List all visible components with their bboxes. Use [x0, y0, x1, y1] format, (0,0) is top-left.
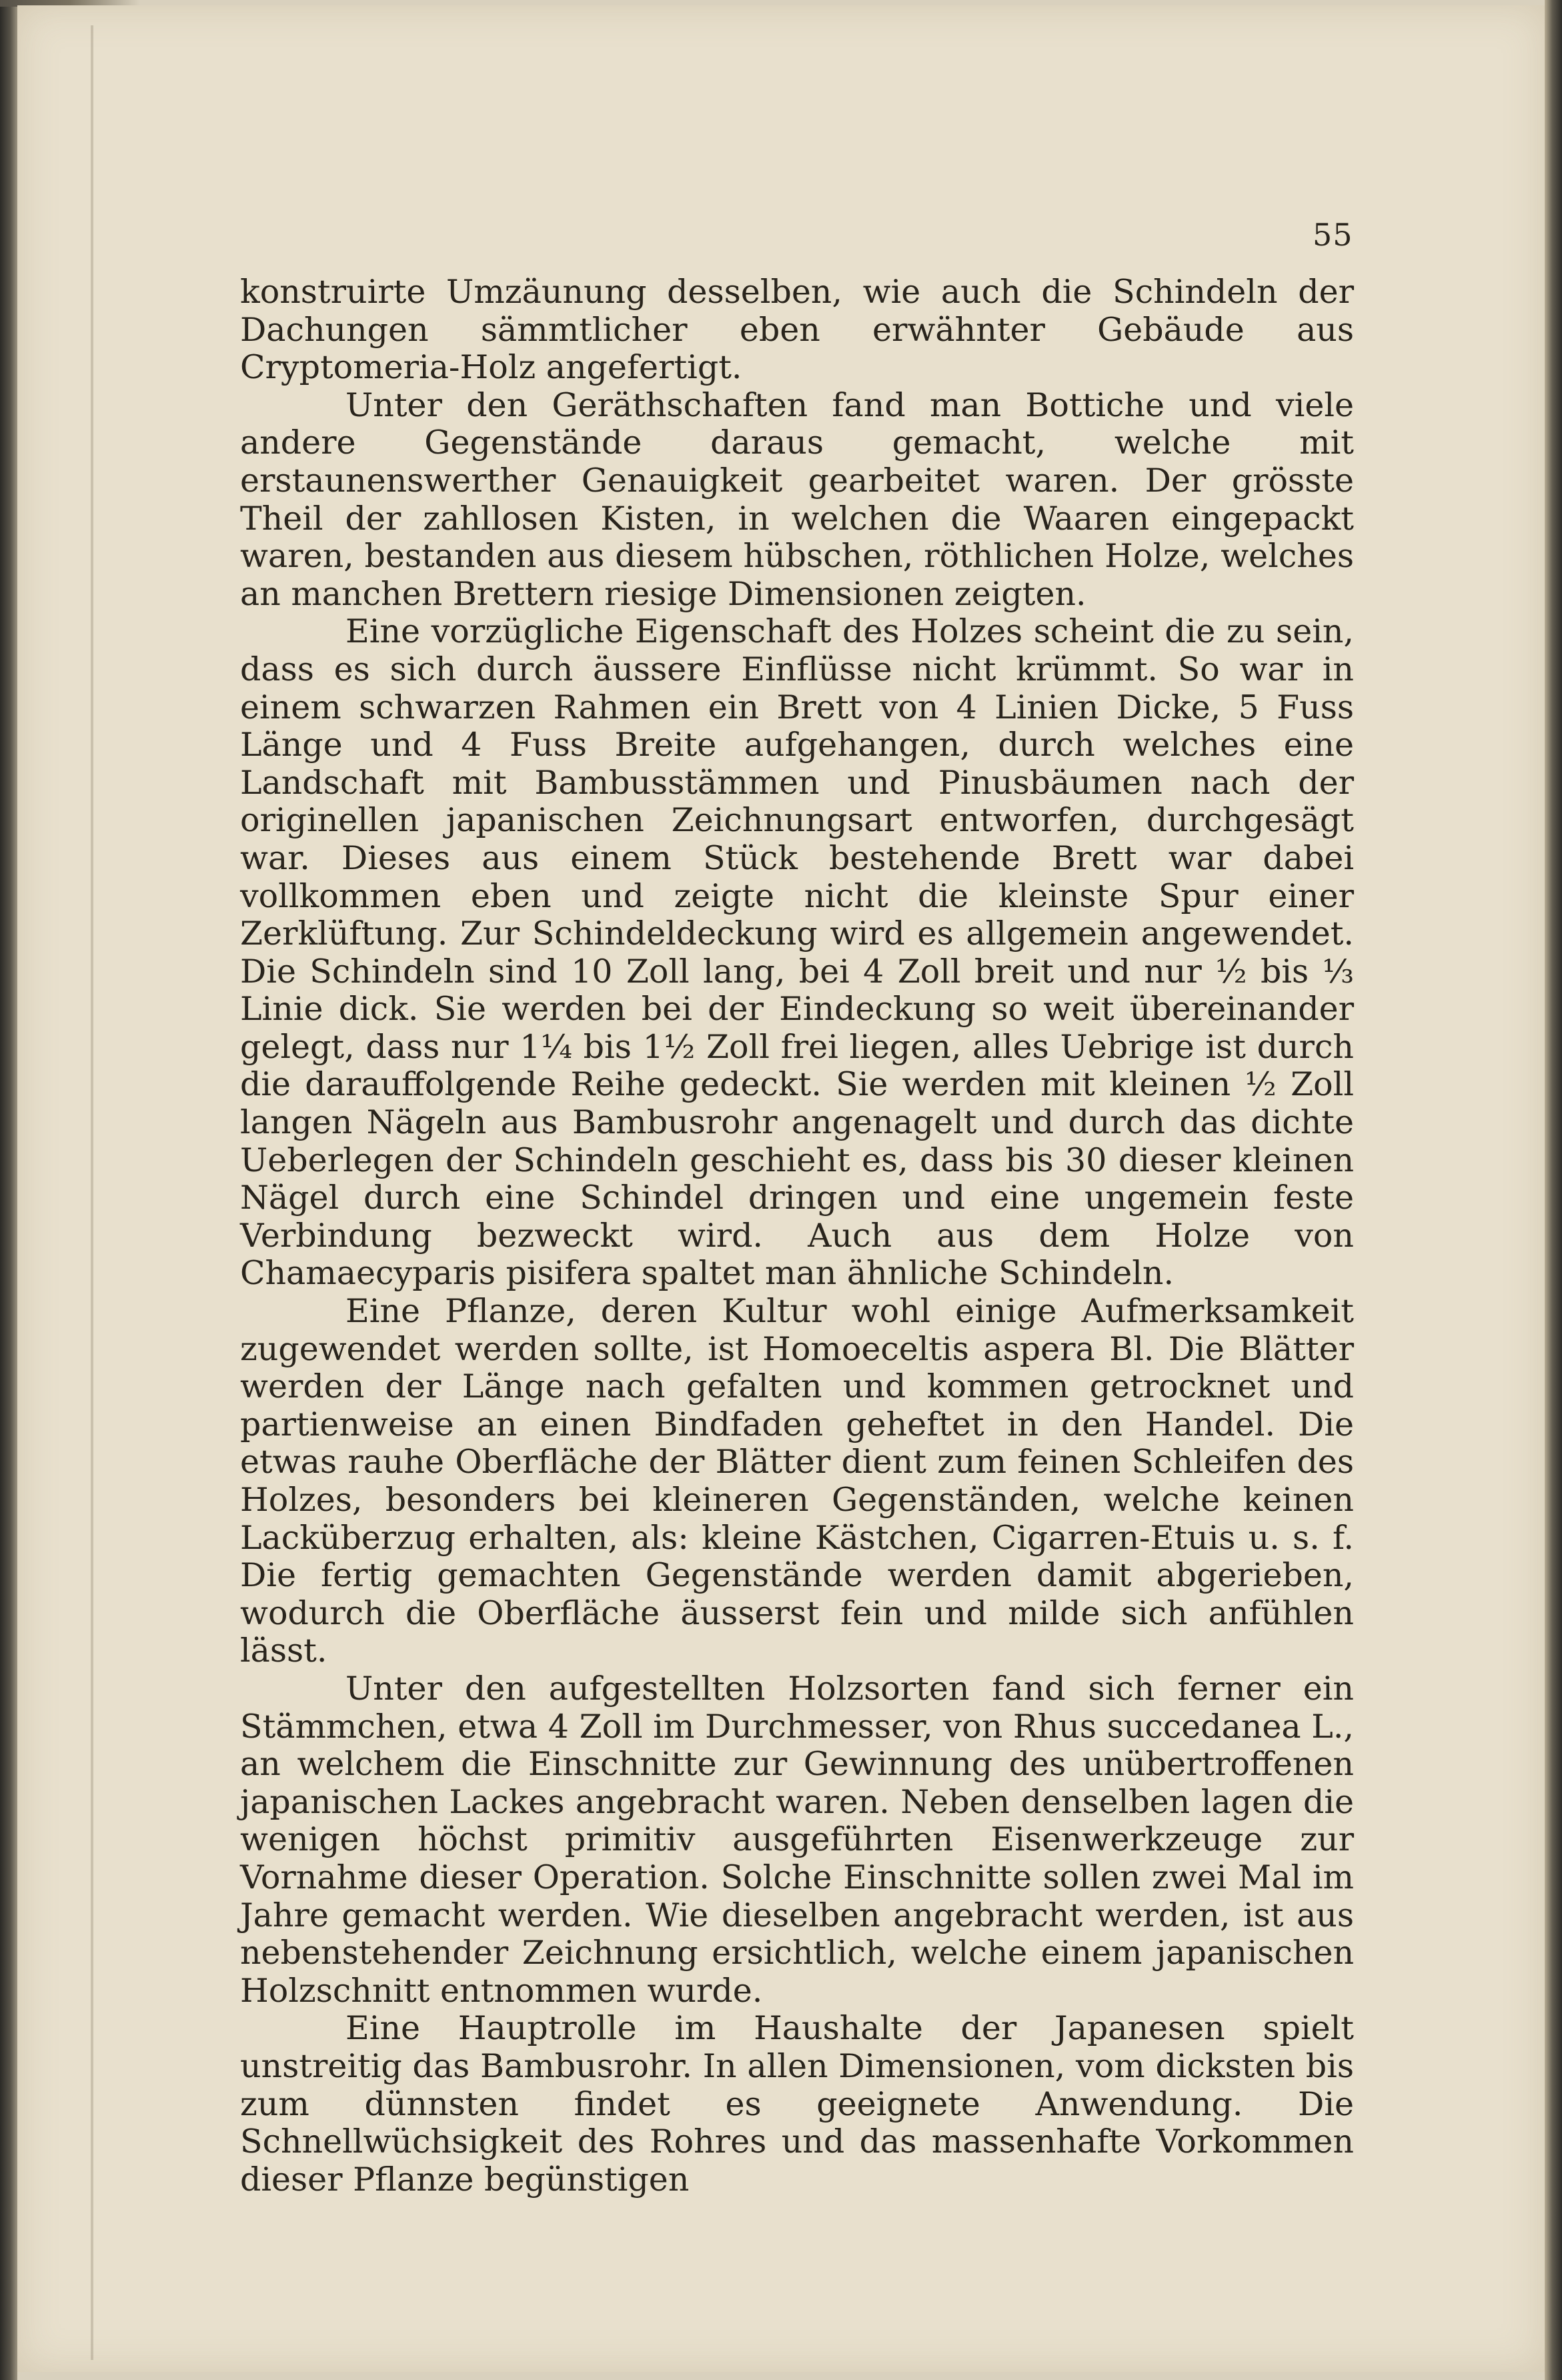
body-text [240, 273, 1354, 2199]
page-number: 55 [1313, 217, 1353, 253]
book-right-edge [1545, 0, 1562, 2380]
paragraph-5: Unter den aufgestellten Holzsorten fand sich ferner ein Stämmchen, etwa 4 Zoll im Durchmesser, von Rhus succedanea L., an welchem die Einschnitte zur Gewinnung des unübertroffenen japanischen Lackes angebracht waren. Neben denselben lagen die wenigen höchst primitiv ausgeführten Eisenwerkzeuge zur Vornahme dieser Operation. Solche Einschnitte sollen zwei Mal im Jahre gemacht werden. Wie dieselben angebracht werden, ist aus nebenstehender Zeichnung ersichtlich, welche einem japanischen Holzschnitt entnommen wurde. [240, 1669, 1354, 2010]
paragraph-3: Eine vorzügliche Eigenschaft des Holzes scheint die zu sein, dass es sich durch äussere Einflüsse nicht krümmt. So war in einem schwarzen Rahmen ein Brett von 4 Linien Dicke, 5 Fuss Länge und 4 Fuss Breite aufgehangen, durch welches eine Landschaft mit Bambusstämmen und Pinusbäumen nach der originellen japanischen Zeichnungsart entworfen, durchgesägt war. Dieses aus einem Stück bestehende Brett war dabei vollkommen eben und zeigte nicht die kleinste Spur einer Zerklüftung. Zur Schindeldeckung wird es allgemein angewendet. Die Schindeln sind 10 Zoll lang, bei 4 Zoll breit und nur ½ bis ⅓ Linie dick. Sie werden bei der Eindeckung so weit übereinander gelegt, dass nur 1¼ bis 1½ Zoll frei liegen, alles Uebrige ist durch die darauffolgende Reihe gedeckt. Sie werden mit kleinen ½ Zoll langen Nägeln aus Bambusrohr angenagelt und durch das dichte Ueberlegen der Schindeln geschieht es, dass bis 30 dieser kleinen Nägel durch eine Schindel dringen und eine ungemein feste Verbindung bezweckt wird. Auch aus dem Holze von Chamaecyparis pisifera spaltet man ähnliche Schindeln. [240, 612, 1354, 1293]
paragraph-1: konstruirte Umzäunung desselben, wie auch die Schindeln der Dachungen sämmtlicher eben erwähnter Gebäude aus Cryptomeria-Holz angefertigt. [240, 273, 1354, 387]
paragraph-6: Eine Hauptrolle im Haushalte der Japanesen spielt unstreitig das Bambusrohr. In allen Dimensionen, vom dicksten bis zum dünnsten findet es geeignete Anwendung. Die Schnellwüchsigkeit des Rohres und das massenhafte Vorkommen dieser Pflanze begünstigen [240, 2009, 1354, 2199]
paragraph-4: Eine Pflanze, deren Kultur wohl einige Aufmerksamkeit zugewendet werden sollte, ist Homoeceltis aspera Bl. Die Blätter werden der Länge nach gefalten und kommen getrocknet und partienweise an einen Bindfaden geheftet in den Handel. Die etwas rauhe Oberfläche der Blätter dient zum feinen Schleifen des Holzes, besonders bei kleineren Gegenständen, welche keinen Lacküberzug erhalten, als: kleine Kästchen, Cigarren-Etuis u. s. f. Die fertig gemachten Gegenstände werden damit abgerieben, wodurch die Oberfläche äusserst fein und milde sich anfühlen lässt. [240, 1292, 1354, 1670]
page-edge-line [91, 25, 93, 2360]
book-spine-edge [0, 0, 17, 2380]
paragraph-2: Unter den Geräthschaften fand man Bottiche und viele andere Gegenstände daraus gemacht, welche mit erstaunenswerther Genauigkeit gearbeitet waren. Der grösste Theil der zahllosen Kisten, in welchen die Waaren eingepackt waren, bestanden aus diesem hübschen, röthlichen Holze, welches an manchen Brettern riesige Dimensionen zeigten. [240, 386, 1354, 613]
